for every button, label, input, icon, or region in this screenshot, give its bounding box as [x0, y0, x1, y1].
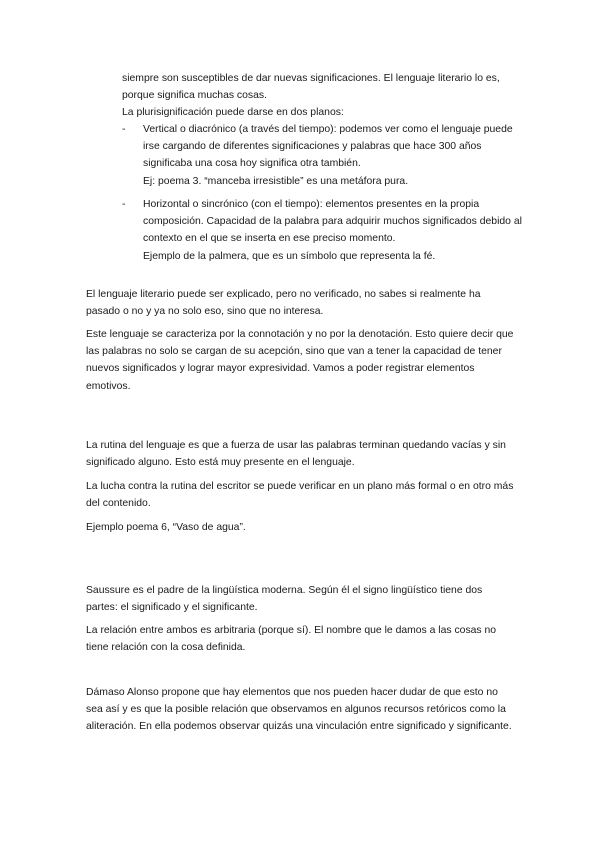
- intro-continuation: siempre son susceptibles de dar nuevas significaciones. El lenguaje literario lo es, porque significa muchas cosas.: [122, 73, 500, 102]
- bullet-horizontal: [122, 196, 522, 265]
- bullet-dash: -: [122, 124, 126, 135]
- bullet-dash: -: [122, 199, 126, 210]
- paragraph: La relación entre ambos es arbitraria (porque sí). El nombre que le damos a las cosas no tiene relación con la cosa definida.: [86, 625, 497, 654]
- bullet-vertical-text: Vertical o diacrónico (a través del tiempo): podemos ver como el lenguaje puede irse cargando de diferentes significaciones y palabras que hace 300 años significaba una cosa hoy significa otra también.: [143, 124, 513, 170]
- paragraph: La rutina del lenguaje es que a fuerza de usar las palabras terminan quedando vacías y sin significado alguno. Esto está muy presente en el lenguaje.: [86, 440, 506, 469]
- paragraph: El lenguaje literario puede ser explicado, pero no verificado, no sabes si realmente ha pasado o no y ya no solo eso, sino que no interesa.: [86, 289, 481, 318]
- bullet-horizontal-example: Ejemplo de la palmera, que es un símbolo que representa la fé.: [143, 250, 436, 262]
- bullet-vertical-example: Ej: poema 3. “manceba irresistible” es una metáfora pura.: [143, 175, 409, 187]
- paragraph: Saussure es el padre de la lingüística moderna. Según él el signo lingüístico tiene dos partes: el significado y el significante.: [86, 585, 483, 614]
- paragraph: La lucha contra la rutina del escritor se puede verificar en un plano más formal o en otro más del contenido.: [86, 481, 514, 510]
- paragraph: Dámaso Alonso propone que hay elementos que nos pueden hacer dudar de que esto no sea así y es que la posible relación que observamos en algunos recursos retóricos como la aliteración. En ella podemos observar quizás una vinculación entre significado y significante.: [86, 687, 512, 733]
- paragraph: Este lenguaje se caracteriza por la connotación y no por la denotación. Esto quiere decir que las palabras no solo se cargan de su acepción, sino que van a tener la capacidad de tener nuevos significados y lograr mayor expresividad. Vamos a poder registrar elementos emotivos.: [86, 329, 514, 392]
- bullet-vertical: [122, 121, 522, 190]
- bullet-horizontal-text: Horizontal o sincrónico (con el tiempo): elementos presentes en la propia composición. Capacidad de la palabra para adquirir muchos significados debido al contexto en el que se inserta en ese preciso momento.: [143, 199, 522, 245]
- paragraph: Ejemplo poema 6, “Vaso de agua”.: [86, 522, 246, 533]
- planes-intro: La plurisignificación puede darse en dos planos:: [122, 107, 344, 118]
